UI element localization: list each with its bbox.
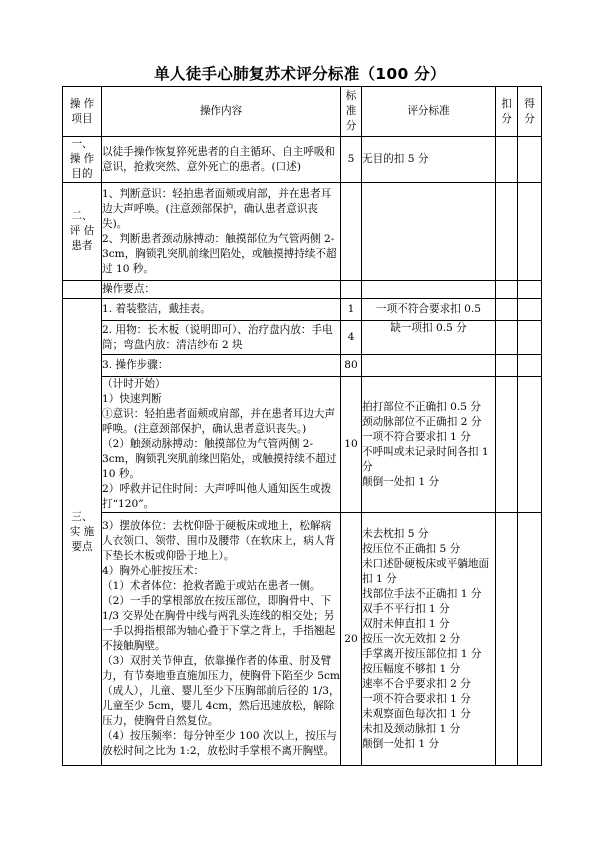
header-score-line: 得 xyxy=(524,97,535,110)
judge-points: 10 xyxy=(341,377,362,513)
header-std-line: 标 xyxy=(345,90,357,102)
header-score xyxy=(518,87,542,137)
section-implement-line: 要点 xyxy=(71,540,93,553)
assess-content: 1、判断意识：轻拍患者面颊或肩部，并在患者耳边大声呼唤。(注意颈部保护，确认患者意识丧失)。 2、判断患者颈动脉搏动：触摸部位为气管两侧 2-3cm，胸锁乳突肌前缘凹陷处，或触摸搏持续不超过 10 秒。 xyxy=(102,183,341,281)
cpr-deduct-cell xyxy=(496,513,518,766)
key-points-label: 操作要点： xyxy=(102,281,341,299)
tools-criteria: 缺一项扣 0.5 分 xyxy=(362,321,496,355)
cpr-criteria: 未去枕扣 5 分 按压位不正确扣 5 分 未口述卧硬板床或平躺地面扣 1 分 找部位手法不正确扣 1 分 双手不平行扣 1 分 双肘未伸直扣 1 分 按压一次无效扣 2 分 手掌离开按压部位扣 1 分 按压幅度不够扣 1 分 速率不合乎要求扣 2 分 一项不符合要求扣 1 分 未观察面色每次扣 1 分 未扣及颈动脉扣 1 分 颠倒一处扣 1 分 xyxy=(362,513,496,766)
judge-content: （计时开始） 1）快速判断 ①意识：轻拍患者面颊或肩部，并在患者耳边大声呼唤。(注意颈部保护，确认患者意识丧失。) （2）触颈动脉搏动：触摸部位为气管两侧 2-3cm，胸锁乳突肌前缘凹陷处，或触摸持续不超过 10 秒。 2）呼救并记住时间：大声呼叫他人通知医生或拨打“120”。 xyxy=(102,377,341,513)
header-std-points xyxy=(341,87,362,137)
purpose-points: 5 xyxy=(341,137,362,183)
dress-criteria: 一项不符合要求扣 0.5 xyxy=(362,299,496,321)
tools-content: 2. 用物：长木板（说明即可）、治疗盘内放：手电筒；弯盘内放：清洁纱布 2 块 xyxy=(102,321,341,355)
assess-points-cell xyxy=(341,183,362,281)
header-std-line: 准 xyxy=(345,105,357,117)
judge-score-cell xyxy=(518,377,542,513)
steps-criteria-cell xyxy=(362,355,496,377)
steps-score-cell xyxy=(518,355,542,377)
header-item-line: 操 作 xyxy=(69,97,95,110)
tools-points: 4 xyxy=(341,321,362,355)
purpose-deduct-cell xyxy=(496,137,518,183)
cpr-row xyxy=(63,513,542,766)
key-points-points-cell xyxy=(341,281,362,299)
purpose-criteria: 无目的扣 5 分 xyxy=(362,137,496,183)
assess-score-cell xyxy=(518,183,542,281)
section-assess-line: 评 估 xyxy=(69,225,95,237)
cpr-content: 3）摆放体位：去枕仰卧于硬板床或地上，松解病人衣领口、领带、围巾及腰带（在软床上，病人背下垫长木板或仰卧于地上）。 4）胸外心脏按压术： （1）术者体位：抢救者跪于或站在患者一侧。 （2）一手的掌根部放在按压部位，即胸骨中、下 1/3 交界处在胸骨中线与两乳头连线的相交处；另一手以拇指根部为轴心叠于下掌之背上，手指翘起不接触胸壁。 （3）双肘关节伸直，依靠操作者的体重、肘及臂力，有节奏地垂直施加压力，使胸骨下陷至少 5cm（成人），儿童、婴儿至少下压胸部前后径的 1/3，儿童至少 5cm，婴儿 4cm，然后迅速放松，解除压力，使胸骨自然复位。 （4）按压频率：每分钟至少 100 次以上，按压与放松时间之比为 1:2，放松时手掌根不离开胸壁。 xyxy=(102,513,341,766)
section-purpose-line: 目的 xyxy=(71,168,93,180)
assess-criteria-cell xyxy=(362,183,496,281)
purpose-row xyxy=(63,137,542,183)
key-points-row xyxy=(63,281,542,299)
dress-row xyxy=(63,299,542,321)
section-implement-line: 实 施 xyxy=(69,525,95,538)
header-deduct xyxy=(496,87,518,137)
dress-content: 1. 着装整洁，戴挂表。 xyxy=(102,299,341,321)
section-purpose-line: 一、 xyxy=(71,138,93,150)
header-item-line: 项目 xyxy=(71,112,93,125)
header-std-line: 分 xyxy=(345,120,357,132)
judge-deduct-cell xyxy=(496,377,518,513)
judge-criteria: 拍打部位不正确扣 0.5 分 颈动脉部位不正确扣 2 分 一项不符合要求扣 1 分 不呼叫或未记录时间各扣 1 分 颠倒一处扣 1 分 xyxy=(362,377,496,513)
section-purpose xyxy=(63,137,102,183)
steps-content: 3. 操作步骤： xyxy=(102,355,341,377)
steps-points: 80 xyxy=(341,355,362,377)
document-title: 单人徒手心肺复苏术评分标准（100 分） xyxy=(154,65,446,83)
section-assess-line: 患者 xyxy=(71,240,93,252)
tools-row xyxy=(63,321,542,355)
key-points-item-cell xyxy=(63,281,102,299)
header-row xyxy=(63,87,542,137)
steps-row xyxy=(63,355,542,377)
steps-deduct-cell xyxy=(496,355,518,377)
dress-deduct-cell xyxy=(496,299,518,321)
scoring-table xyxy=(62,86,542,766)
header-criteria: 评分标准 xyxy=(362,87,496,137)
section-implement xyxy=(63,299,102,766)
section-implement-line: 三、 xyxy=(71,510,93,523)
purpose-score-cell xyxy=(518,137,542,183)
key-points-score-cell xyxy=(518,281,542,299)
dress-points: 1 xyxy=(341,299,362,321)
assess-row xyxy=(63,183,542,281)
header-content: 操作内容 xyxy=(102,87,341,137)
assess-deduct-cell xyxy=(496,183,518,281)
header-item xyxy=(63,87,102,137)
section-assess-line: 二、 xyxy=(71,210,93,222)
section-purpose-line: 操 作 xyxy=(69,153,95,165)
cpr-points: 20 xyxy=(341,513,362,766)
header-deduct-line: 分 xyxy=(501,112,512,125)
key-points-criteria-cell xyxy=(362,281,496,299)
dress-score-cell xyxy=(518,299,542,321)
header-deduct-line: 扣 xyxy=(501,97,512,110)
cpr-score-cell xyxy=(518,513,542,766)
key-points-deduct-cell xyxy=(496,281,518,299)
tools-score-cell xyxy=(518,321,542,355)
purpose-content: 以徒手操作恢复猝死患者的自主循环、自主呼吸和意识，抢救突然、意外死亡的患者。(口述) xyxy=(102,137,341,183)
judge-row xyxy=(63,377,542,513)
header-score-line: 分 xyxy=(524,112,535,125)
section-assess xyxy=(63,183,102,281)
tools-deduct-cell xyxy=(496,321,518,355)
